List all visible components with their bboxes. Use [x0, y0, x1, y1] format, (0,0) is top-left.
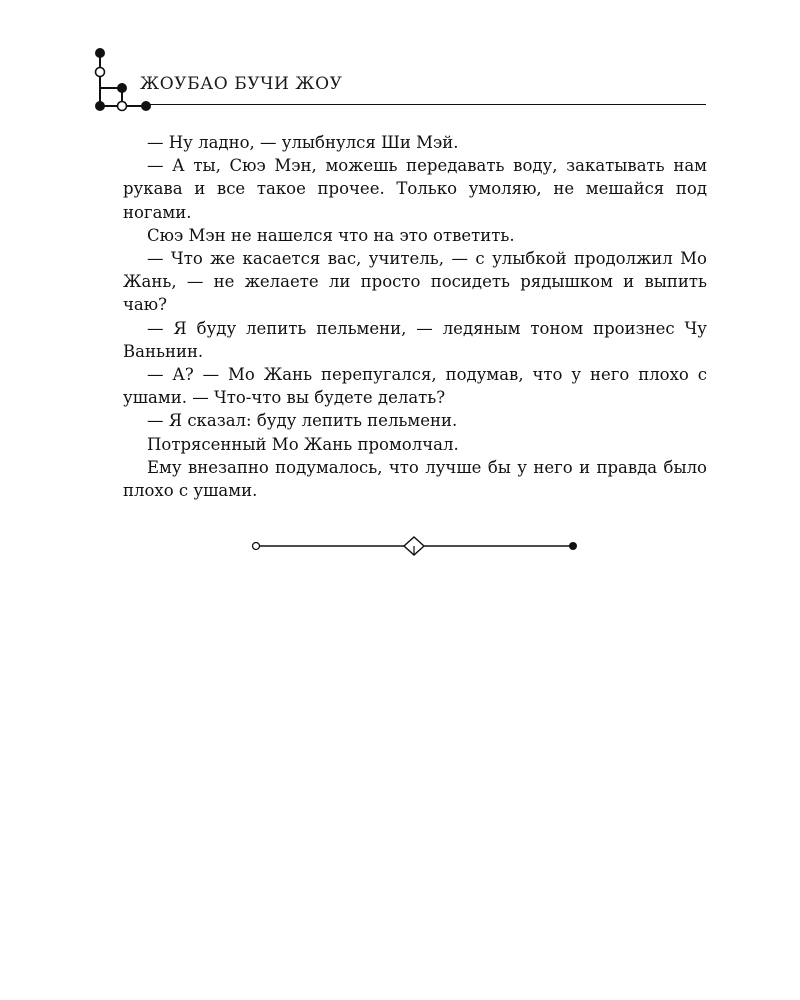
- section-end-ornament-icon: [248, 535, 582, 557]
- paragraph: — А ты, Сюэ Мэн, можешь передавать воду, закатывать нам рукава и все такое прочее. Только умоляю, не мешайся под ногами.: [123, 156, 707, 222]
- paragraph: — Я сказал: буду лепить пельмени.: [147, 411, 458, 431]
- paragraph: Потрясенный Мо Жань промолчал.: [147, 434, 459, 454]
- running-title: ЖОУБАО БУЧИ ЖОУ: [140, 74, 343, 94]
- paragraph: — Что же касается вас, учитель, — с улыбкой продолжил Мо Жань, — не желаете ли просто посидеть рядышком и выпить чаю?: [123, 249, 707, 315]
- paragraph: — Ну ладно, — улыбнулся Ши Мэй.: [147, 133, 459, 152]
- text-block: [123, 131, 707, 502]
- paragraph: — А? — Мо Жань перепугался, подумав, что у него плохо с ушами. — Что-что вы будете делать?: [123, 365, 707, 408]
- header-rule: [150, 104, 706, 105]
- paragraph: — Я буду лепить пельмени, — ледяным тоном произнес Чу Ваньнин.: [123, 318, 707, 361]
- paragraph: Сюэ Мэн не нашелся что на это ответить.: [147, 225, 515, 245]
- paragraph: Ему внезапно подумалось, что лучше бы у него и правда было плохо с ушами.: [123, 457, 707, 501]
